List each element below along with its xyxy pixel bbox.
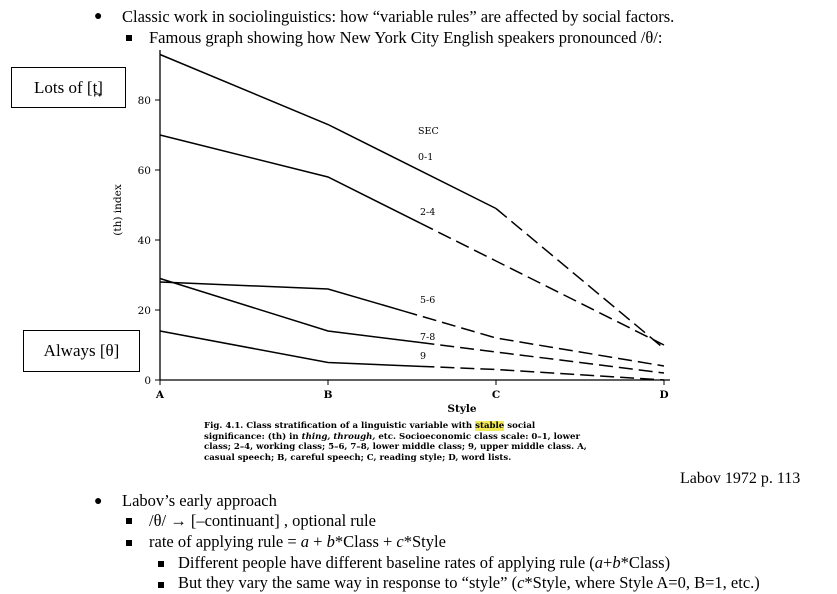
always-theta-box [23,330,140,372]
y-tick-label: 0 [144,375,151,387]
caption-italic: thing, through, [301,431,376,442]
bullet-dot-1: ● [94,9,103,24]
series-line-5-6-solid [160,282,404,311]
y-axis-title: (th) index [112,184,124,236]
figure-caption [204,421,594,463]
bullet-square-2b [126,540,132,546]
baseline-plus: + [603,553,613,572]
style-c: c [517,573,525,592]
lots-of-t-box [11,67,126,108]
bullet-famous-graph: Famous graph showing how New York City English speakers pronounced /θ/: [149,28,663,47]
series-label-0-1: 0-1 [418,152,434,163]
bullet-baseline [178,553,670,573]
bullet-square-2c [158,561,164,567]
series-line-2-4-solid [160,135,420,223]
x-tick-label: D [659,389,669,401]
x-tick-label: B [323,389,333,401]
y-tick-label: 40 [137,235,151,247]
formula-mid: *Class + [334,532,397,551]
y-tick-label: 60 [137,165,151,177]
bullet-square-2d [158,582,164,588]
formula-pre: rate of applying rule = [149,532,301,551]
caption-part-1: Fig. 4.1. Class stratification of a linguistic variable with [204,421,476,431]
x-tick-label: A [155,389,165,401]
bullet-rule: /θ/ → [–continuant] , optional rule [149,511,376,530]
series-line-7-8-dashed [420,343,664,373]
baseline-b: b [612,553,621,572]
chart-labels [112,95,669,415]
x-tick-label: C [491,389,501,401]
series-label-2-4: 2-4 [420,207,436,218]
formula-b: b [326,532,335,551]
bullet-classic-work: Classic work in sociolinguistics: how “variable rules” are affected by social factors. [122,7,675,26]
series-line-0-1-dashed [496,209,664,349]
baseline-a: a [594,553,604,572]
series-line-9-solid [160,331,420,366]
series-line-0-1-solid [160,55,496,209]
series-line-2-4-dashed [420,223,664,345]
legend-title-sec: SEC [418,126,439,137]
series-label-9: 9 [420,351,427,362]
bullet-style [178,573,760,593]
series-line-5-6-dashed [404,311,664,366]
lots-of-t-label: Lots of [t̪] [34,77,103,97]
bullet-dot-2: ● [94,494,103,509]
caption-highlight: stable [475,421,505,431]
formula-a: a [300,532,310,551]
y-tick-label: 80 [137,95,151,107]
bullet-labov-early: Labov’s early approach [122,491,277,510]
y-tick-label: 20 [137,305,151,317]
series-label-5-6: 5-6 [420,295,436,306]
formula-plus: + [309,532,327,551]
chart-series-lines [160,55,664,381]
bullet-rate-formula [149,532,446,552]
formula-c: c [396,532,404,551]
formula-post: *Style [403,532,446,551]
always-theta-label: Always [θ] [43,341,120,360]
caption-part-3: etc. Socioeconomic class scale: 0–1, lower class; 2–4, working class; 5–6, 7–8, lower middle class; 9, upper middle class. A, casual speech; B, careful speech; C, reading style; D, word lists. [204,431,587,463]
baseline-pre: Different people have different baseline rates of applying rule ( [178,553,595,572]
caption-part-2: social significance: (th) in [204,421,536,442]
citation: Labov 1972 p. 113 [680,470,801,487]
baseline-post: *Class) [620,553,671,572]
style-post: *Style, where Style A=0, B=1, etc.) [524,573,760,592]
bullet-square-2a [126,518,132,524]
x-axis-title: Style [447,403,477,415]
chart-axes [155,50,670,385]
style-pre: But they vary the same way in response to “style” ( [178,573,518,592]
series-label-7-8: 7-8 [420,332,436,343]
